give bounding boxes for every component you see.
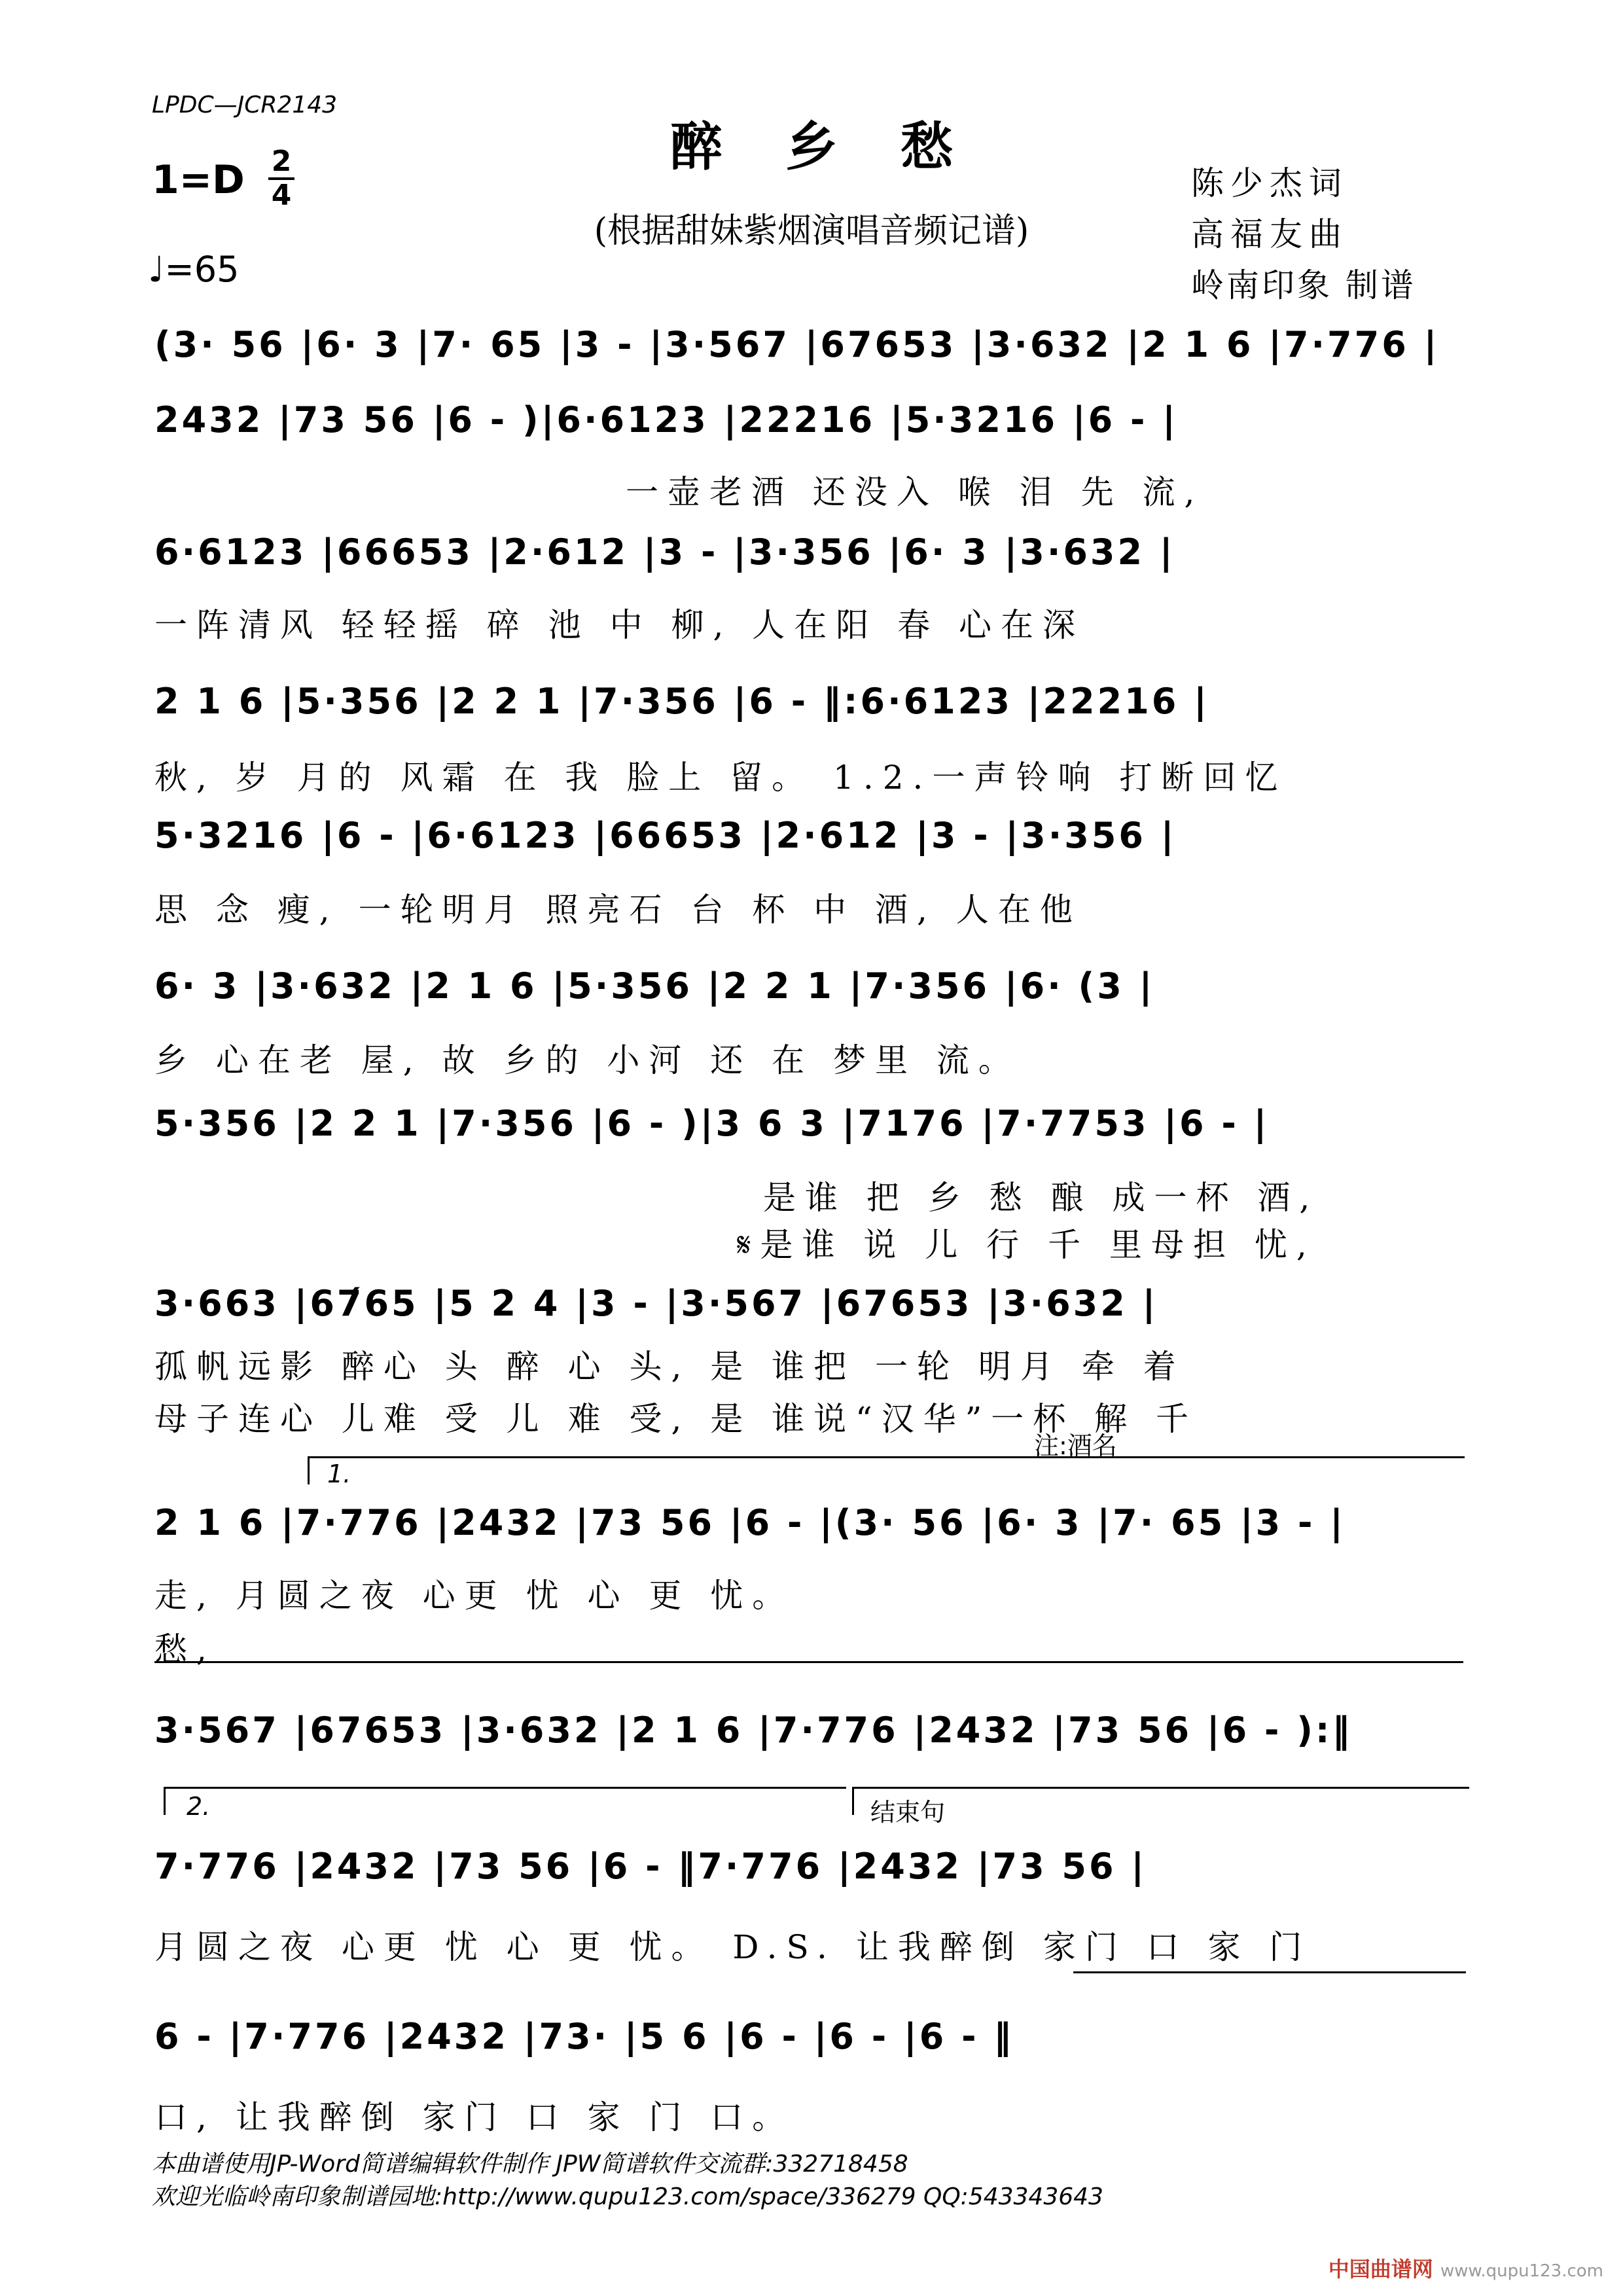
page-title: 醉乡愁 xyxy=(670,116,1016,177)
notation-row-2: 2432 |73 56 |6 - )|6·6123 |22216 |5·3216 |6 - | xyxy=(154,399,1178,440)
subtitle: (根据甜妹紫烟演唱音频记谱) xyxy=(594,211,1029,251)
volta-continuation xyxy=(154,1661,1463,1689)
notation-row-5: 5·3216 |6 - |6·6123 |66653 |2·612 |3 - |3·356 | xyxy=(154,815,1177,856)
volta-1-label: 1. xyxy=(327,1460,351,1488)
logo-text: 中国曲谱网 xyxy=(1328,2257,1433,2282)
lyric-row-7b: 𝄋是谁 说 儿 行 千 里母担 忧, xyxy=(737,1226,1316,1264)
footer-line-1: 本曲谱使用JP-Word简谱编辑软件制作 JPW简谱软件交流群:332718458 xyxy=(152,2151,908,2178)
quarter-note-icon: ♩ xyxy=(148,249,165,290)
footer-line-2: 欢迎光临岭南印象制谱园地:http://www.qupu123.com/space/336279 QQ:543343643 xyxy=(152,2183,1103,2210)
notation-row-11: 7·776 |2432 |73 56 |6 - ‖7·776 |2432 |73 56 | xyxy=(154,1846,1147,1887)
lyric-row-8a: 孤帆远影 醉心 头 醉 心 头, 是 谁把 一轮 明月 牵 着 xyxy=(154,1348,1185,1386)
ending-label: 结束句 xyxy=(870,1798,946,1827)
lyric-row-2: 一壶老酒 还没入 喉 泪 先 流, xyxy=(626,473,1204,511)
tempo-value: =65 xyxy=(164,249,240,290)
lyric-row-11: 月圆之夜 心更 忧 心 更 忧。 D.S. 让我醉倒 家门 口 家 门 xyxy=(154,1928,1311,1966)
wine-note: 注:酒名 xyxy=(1034,1431,1117,1460)
volta-2-bracket xyxy=(164,1787,846,1815)
lyric-row-9a: 走, 月圆之夜 心更 忧 心 更 忧。 xyxy=(154,1577,794,1615)
composer-credit: 高福友曲 xyxy=(1191,215,1348,253)
notation-row-7: 5·356 |2 2 1 |7·356 |6 - )|3 6 3 |7176 |7·7753 |6 - | xyxy=(154,1103,1270,1144)
final-tie-line xyxy=(1073,1971,1466,2000)
time-signature xyxy=(268,147,294,210)
lyricist-credit: 陈少杰词 xyxy=(1191,164,1348,202)
lyric-row-5: 思 念 瘦, 一轮明月 照亮石 台 杯 中 酒, 人在他 xyxy=(154,891,1082,929)
score-code: LPDC—JCR2143 xyxy=(152,92,338,118)
logo-url: www.qupu123.com xyxy=(1440,2261,1603,2281)
lyric-row-4: 秋, 岁 月的 风霜 在 我 脸上 留。 1.2.一声铃响 打断回忆 xyxy=(154,759,1287,797)
lyric-row-8b: 母子连心 儿难 受 儿 难 受, 是 谁说“汉华”一杯 解 千 xyxy=(154,1400,1198,1438)
lyric-row-3: 一阵清风 轻轻摇 碎 池 中 柳, 人在阳 春 心在深 xyxy=(154,606,1085,644)
lyric-row-6: 乡 心在老 屋, 故 乡的 小河 还 在 梦里 流。 xyxy=(154,1041,1020,1079)
notation-row-8: 3·663 |67́65 |5 2 4 |3 - |3·567 |67653 |3·632 | xyxy=(154,1283,1158,1324)
notation-row-4: 2 1 6 |5·356 |2 2 1 |7·356 |6 - ‖:6·6123 |22216 | xyxy=(154,681,1209,722)
lyric-row-7a: 是谁 把 乡 愁 酿 成一杯 酒, xyxy=(763,1179,1319,1217)
notation-row-9: 2 1 6 |7·776 |2432 |73 56 |6 - |(3· 56 |6· 3 |7· 65 |3 - | xyxy=(154,1502,1346,1543)
tempo-mark xyxy=(148,249,239,290)
time-top: 2 xyxy=(271,145,292,178)
site-logo xyxy=(1329,2253,1603,2283)
lyric-row-9b: 愁, xyxy=(154,1630,216,1668)
notation-row-10: 3·567 |67653 |3·632 |2 1 6 |7·776 |2432 |73 56 |6 - ):‖ xyxy=(154,1710,1353,1751)
arranger-credit: 岭南印象 制谱 xyxy=(1191,266,1416,304)
notation-row-6: 6· 3 |3·632 |2 1 6 |5·356 |2 2 1 |7·356 |6· (3 | xyxy=(154,965,1155,1007)
time-bottom: 4 xyxy=(271,179,292,212)
volta-1-bracket xyxy=(308,1456,1465,1484)
notation-row-12: 6 - |7·776 |2432 |73· |5 6 |6 - |6 - |6 - ‖ xyxy=(154,2016,1014,2057)
volta-2-label: 2. xyxy=(187,1792,211,1821)
lyric-row-12: 口, 让我醉倒 家门 口 家 门 口。 xyxy=(154,2098,794,2136)
key-signature: 1=D xyxy=(152,157,245,203)
notation-row-1: (3· 56 |6· 3 |7· 65 |3 - |3·567 |67653 |3·632 |2 1 6 |7·776 | xyxy=(154,324,1440,365)
notation-row-3: 6·6123 |66653 |2·612 |3 - |3·356 |6· 3 |3·632 | xyxy=(154,531,1175,573)
